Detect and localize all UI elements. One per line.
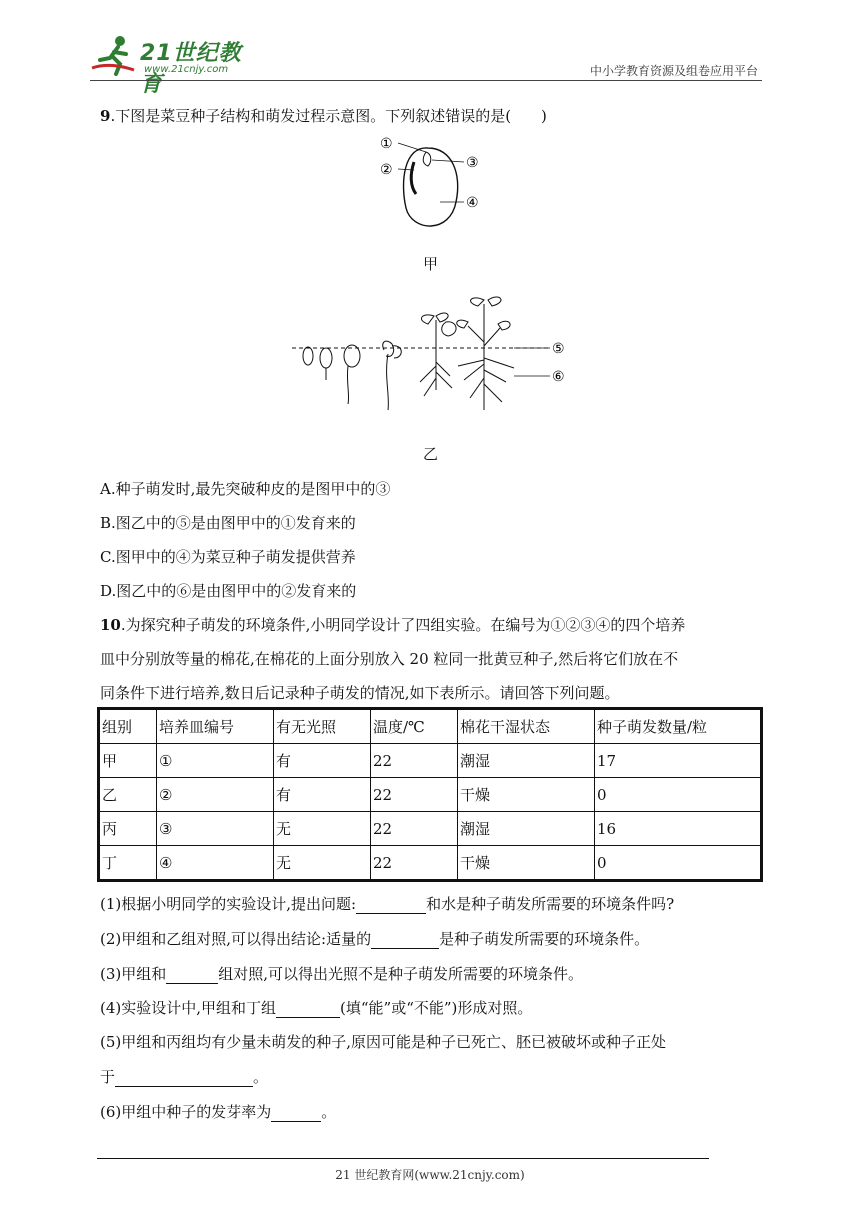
q10-sub3: (3)甲组和 组对照,可以得出光照不是种子萌发所需要的环境条件。	[100, 965, 584, 983]
table-cell: 潮湿	[458, 812, 595, 846]
table-cell: 0	[595, 846, 762, 881]
table-cell: 甲	[99, 744, 157, 778]
q9-option-a: A.种子萌发时,最先突破种皮的是图甲中的③	[100, 480, 391, 498]
table-cell: 乙	[99, 778, 157, 812]
figure-germination-process	[288, 286, 588, 432]
table-header-cell: 温度/℃	[371, 709, 458, 744]
fig-label-1: ①	[380, 136, 393, 152]
table-header-cell: 种子萌发数量/粒	[595, 709, 762, 744]
table-cell: 潮湿	[458, 744, 595, 778]
table-cell: 22	[371, 846, 458, 881]
table-cell: 17	[595, 744, 762, 778]
experiment-table	[97, 707, 763, 882]
q10-sub5-line1: (5)甲组和丙组均有少量未萌发的种子,原因可能是种子已死亡、胚已被破坏或种子正处	[100, 1033, 667, 1051]
fig-label-3: ③	[466, 155, 479, 171]
answer-blank[interactable]	[276, 1001, 340, 1018]
page-footer: 21 世纪教育网(www.21cnjy.com)	[335, 1168, 525, 1182]
header-divider	[90, 80, 762, 81]
logo-url: www.21cnjy.com	[144, 64, 229, 75]
table-cell: 有	[274, 744, 371, 778]
footer-divider	[97, 1158, 709, 1159]
table-cell: 16	[595, 812, 762, 846]
q9-option-c: C.图甲中的④为菜豆种子萌发提供营养	[100, 548, 356, 566]
q10-stem-line3: 同条件下进行培养,数日后记录种子萌发的情况,如下表所示。请回答下列问题。	[100, 684, 620, 702]
table-cell: 干燥	[458, 846, 595, 881]
table-cell: 22	[371, 778, 458, 812]
q10-stem-line1: 10.为探究种子萌发的环境条件,小明同学设计了四组实验。在编号为①②③④的四个培养	[100, 616, 686, 634]
fig-label-6: ⑥	[552, 369, 565, 385]
q10-stem-line2: 皿中分别放等量的棉花,在棉花的上面分别放入 20 粒同一批黄豆种子,然后将它们放在不	[100, 650, 679, 668]
q9-number: 9	[100, 107, 111, 125]
q9-stem-text: .下图是菜豆种子结构和萌发过程示意图。下列叙述错误的是( )	[110, 107, 547, 125]
answer-blank[interactable]	[371, 932, 439, 949]
figure-yi-caption: 乙	[423, 445, 439, 463]
table-cell: ④	[157, 846, 274, 881]
table-cell: ③	[157, 812, 274, 846]
q10-sub4: (4)实验设计中,甲组和丁组 (填“能”或“不能”)形成对照。	[100, 999, 533, 1017]
figure-seed-structure	[370, 132, 490, 242]
q10-sub6: (6)甲组中种子的发芽率为 。	[100, 1103, 337, 1121]
fig-label-4: ④	[466, 195, 479, 211]
plumule-shape	[423, 152, 431, 166]
q9-option-d: D.图乙中的⑥是由图甲中的②发育来的	[100, 582, 357, 600]
table-cell: 有	[274, 778, 371, 812]
table-cell: ②	[157, 778, 274, 812]
page-header	[90, 34, 770, 97]
table-cell: ①	[157, 744, 274, 778]
table-cell: 22	[371, 744, 458, 778]
answer-blank[interactable]	[271, 1105, 321, 1122]
q10-sub5-line2: 于 。	[100, 1068, 269, 1086]
figure-jia-caption: 甲	[423, 255, 439, 273]
table-header-cell: 棉花干湿状态	[458, 709, 595, 744]
answer-blank[interactable]	[166, 967, 218, 984]
fig-label-2: ②	[380, 162, 393, 178]
answer-blank[interactable]	[356, 897, 426, 914]
q10-sub2: (2)甲组和乙组对照,可以得出结论:适量的 是种子萌发所需要的环境条件。	[100, 930, 650, 948]
table-header-cell: 有无光照	[274, 709, 371, 744]
table-cell: 丙	[99, 812, 157, 846]
table-row	[99, 812, 762, 846]
table-row	[99, 778, 762, 812]
table-header-row	[99, 709, 762, 744]
table-cell: 无	[274, 812, 371, 846]
table-cell: 干燥	[458, 778, 595, 812]
q10-number: 10	[100, 616, 121, 634]
q10-sub1: (1)根据小明同学的实验设计,提出问题: 和水是种子萌发所需要的环境条件吗?	[100, 895, 675, 913]
q9-option-b: B.图乙中的⑤是由图甲中的①发育来的	[100, 514, 356, 532]
platform-name: 中小学教育资源及组卷应用平台	[589, 64, 758, 78]
table-header-cell: 培养皿编号	[157, 709, 274, 744]
table-header-cell: 组别	[99, 709, 157, 744]
q9-stem	[100, 106, 547, 126]
radicle-shape	[411, 162, 416, 194]
table-row	[99, 846, 762, 881]
fig-label-5: ⑤	[552, 341, 565, 357]
runner-logo-icon	[90, 34, 138, 78]
table-cell: 丁	[99, 846, 157, 881]
table-cell: 0	[595, 778, 762, 812]
table-cell: 无	[274, 846, 371, 881]
site-logo	[90, 34, 260, 97]
answer-blank[interactable]	[115, 1070, 253, 1087]
table-cell: 22	[371, 812, 458, 846]
table-row	[99, 744, 762, 778]
logo-text: 21世纪教育	[140, 41, 242, 97]
